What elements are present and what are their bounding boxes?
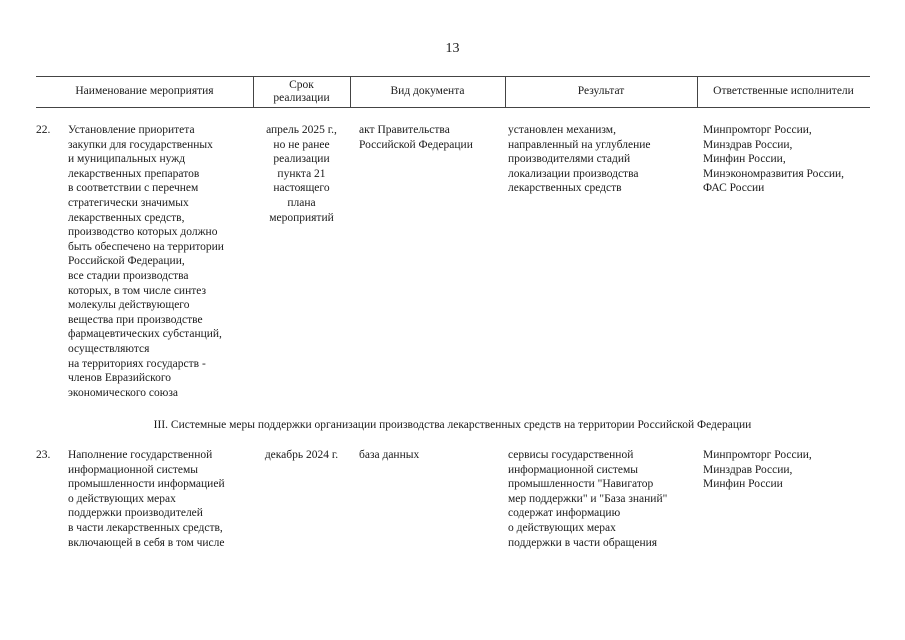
row-doc-type: база данных	[359, 449, 420, 461]
row-responsible: Минпромторг России, Минздрав России, Минфин России, Минэкономразвития России, ФАС России	[703, 124, 845, 195]
row-number: 23.	[36, 449, 51, 461]
header-result	[505, 76, 697, 107]
header-doc-type-text: Вид документа	[390, 85, 465, 97]
header-term	[253, 76, 350, 107]
section-title: III. Системные меры поддержки организации производства лекарственных средств на территории Российской Федерации	[153, 419, 752, 431]
header-result-text: Результат	[577, 85, 625, 97]
row-doc-type: акт Правительства Российской Федерации	[359, 124, 473, 151]
row-result: сервисы государственной информационной системы промышленности "Навигатор мер поддержки" и "База знаний" содержат информацию о действующих мерах поддержки в части обращения	[508, 449, 668, 549]
header-responsible	[697, 76, 870, 107]
row-result: установлен механизм, направленный на углубление производителями стадий локализации производства лекарственных средств	[508, 124, 651, 195]
table-header-bottom-rule	[36, 107, 870, 108]
row-term: декабрь 2024 г.	[264, 449, 339, 461]
header-name-text: Наименование мероприятия	[75, 85, 214, 97]
header-name	[36, 76, 253, 107]
header-term-text: Срок реализации	[273, 78, 330, 104]
header-doc-type	[350, 76, 505, 107]
row-responsible: Минпромторг России, Минздрав России, Минфин России	[703, 449, 812, 491]
row-name: Установление приоритета закупки для государственных и муниципальных нужд лекарственных препаратов в соответствии с перечнем стратегически значимых лекарственных средств, производство которых должно быть обеспечено на территории Российской Федерации, все стадии производства которых, в том числе синтез молекулы действующего вещества при производстве фармацевтических субстанций, осуществляются на территориях государств - членов Евразийского экономического союза	[68, 124, 224, 399]
row-term: апрель 2025 г., но не ранее реализации пункта 21 настоящего плана мероприятий	[266, 124, 337, 224]
header-responsible-text: Ответственные исполнители	[713, 85, 854, 97]
row-number: 22.	[36, 124, 51, 136]
row-name: Наполнение государственной информационной системы промышленности информацией о действующих мерах поддержки производителей в части лекарственных средств, включающей в себя в том числе	[68, 449, 225, 549]
page-number: 13	[445, 41, 460, 56]
